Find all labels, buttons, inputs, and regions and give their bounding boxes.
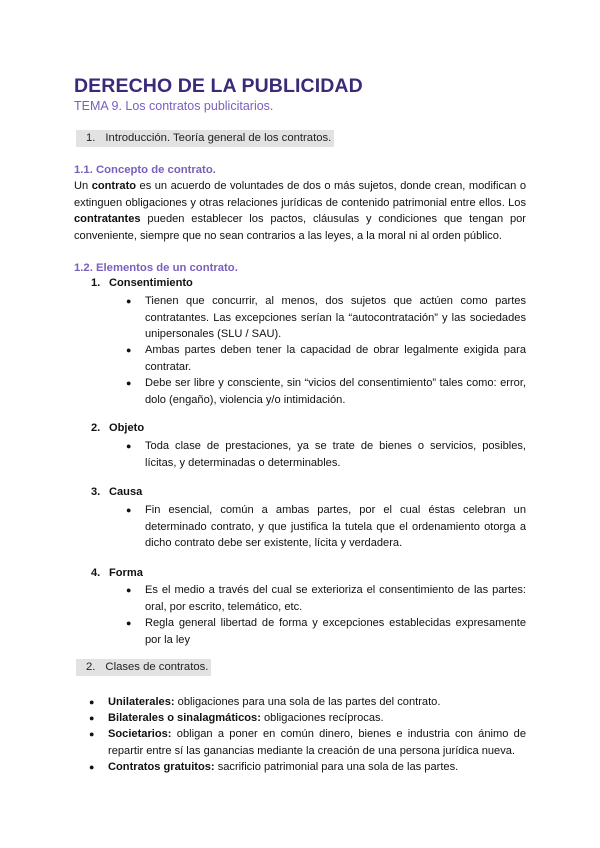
list-line: oral, por escrito, telemático, etc. — [145, 600, 303, 613]
bullet-icon: ● — [126, 505, 132, 515]
list-item: Unilaterales: obligaciones para una sola de las partes del contrato. — [108, 696, 441, 708]
list-line: determinado contrato, y que justifica la tutela que el ordenamiento otorga a — [145, 520, 526, 533]
list-line: Es el medio a través del cual se exterioriza el consentimiento de las partes: — [145, 584, 526, 596]
list-line: dolo (engaño), violencia y/o intimidación. — [145, 393, 346, 406]
list-line: Fin esencial, común a ambas partes, por el cual éstas celebran un — [145, 504, 526, 516]
element-heading-consentimiento: 1. Consentimiento — [91, 277, 193, 289]
bullet-icon: ● — [126, 441, 132, 451]
element-heading-causa: 3. Causa — [91, 486, 143, 498]
bullet-icon: ● — [126, 345, 132, 355]
document-title: DERECHO DE LA PUBLICIDAD — [74, 75, 363, 97]
subsection-heading-1-2: 1.2. Elementos de un contrato. — [74, 262, 238, 274]
section-number: 2. — [86, 661, 96, 673]
list-line: Toda clase de prestaciones, ya se trate de bienes o servicios, posibles, — [145, 440, 526, 452]
list-item: Bilaterales o sinalagmáticos: obligaciones recíprocas. — [108, 712, 384, 724]
element-heading-objeto: 2. Objeto — [91, 422, 145, 434]
paragraph-line: Un contrato es un acuerdo de voluntades de dos o más sujetos, donde crean, modifican o — [74, 180, 527, 192]
list-line: Ambas partes deben tener la capacidad de obrar legalmente exigida para — [145, 344, 526, 356]
list-line: unipersonales (SLU / SAU). — [145, 328, 282, 340]
list-line: contratar. — [145, 360, 192, 373]
section-number: 1. — [86, 132, 96, 144]
section-heading-1 — [76, 130, 334, 147]
paragraph-line: contratantes pueden establecer los pactos, cláusulas y condiciones que tengan por — [74, 213, 526, 225]
list-line: dicho contrato debe ser existente, lícita y verdadera. — [145, 537, 403, 549]
list-line: Regla general libertad de forma y excepciones establecidas expresamente — [145, 617, 526, 629]
list-item: Contratos gratuitos: sacrificio patrimonial para una sola de las partes. — [108, 761, 459, 773]
paragraph-line: conveniente, siempre que no sean contrarios a las leyes, a la moral ni al orden público. — [74, 229, 502, 242]
list-line: lícitas, y determinadas o determinables. — [145, 456, 341, 469]
list-item: Societarios: obligan a poner en común dinero, bienes e industria con ánimo de — [108, 728, 526, 740]
bullet-icon: ● — [126, 585, 132, 595]
bullet-icon: ● — [89, 713, 95, 723]
list-line: repartir entre sí las ganancias mediante la creación de una persona jurídica nueva. — [108, 744, 516, 757]
bullet-icon: ● — [89, 762, 95, 772]
element-heading-forma: 4. Forma — [91, 567, 143, 579]
section-heading-2 — [76, 659, 211, 676]
list-line: Tienen que concurrir, al menos, dos sujetos que actúen como partes — [145, 295, 526, 307]
subsection-heading-1-1: 1.1. Concepto de contrato. — [74, 164, 216, 176]
bullet-icon: ● — [126, 296, 132, 306]
list-line: contratantes. Las excepciones serían la “autocontratación” y las sociedades — [145, 311, 526, 324]
bullet-icon: ● — [126, 378, 132, 388]
section-label: Clases de contratos. — [105, 661, 209, 673]
bullet-icon: ● — [89, 729, 95, 739]
list-line: Debe ser libre y consciente, sin “vicios del consentimiento” tales como: error, — [145, 377, 526, 389]
bullet-icon: ● — [126, 618, 132, 628]
paragraph-line: extinguen obligaciones y otras relaciones jurídicas de contenido patrimonial entre ellos. Los — [74, 196, 526, 209]
bullet-icon: ● — [89, 697, 95, 707]
list-line: por la ley — [145, 633, 191, 646]
document-subtitle: TEMA 9. Los contratos publicitarios. — [74, 99, 274, 113]
section-label: Introducción. Teoría general de los contratos. — [105, 132, 332, 144]
